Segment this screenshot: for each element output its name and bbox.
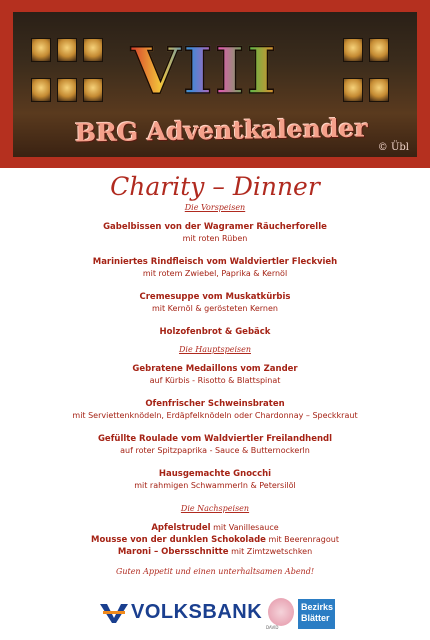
header-banner (0, 0, 430, 168)
dessert-description: mit Zimtzwetschken (231, 547, 313, 556)
dish-name: Holzofenbrot & Gebäck (159, 327, 271, 337)
dessert-name: Apfelstrudel (151, 523, 211, 533)
dish-name: Gebratene Medaillons vom Zander (132, 364, 298, 374)
dish-item (0, 256, 430, 280)
bezirksblaetter-logo (298, 599, 335, 629)
dessert-description: mit Beerenragout (268, 535, 339, 544)
dessert-item (0, 546, 430, 558)
bezirks-line1: Bezirks (301, 602, 334, 612)
dish-name: Mariniertes Rindfleisch vom Waldviertler Fleckvieh (92, 257, 338, 267)
dish-description: mit rotem Zwiebel, Paprika & Kernöl (142, 269, 288, 278)
window-light (31, 38, 51, 62)
volksbank-wordmark: VOLKSBANK (131, 601, 263, 623)
window-light (57, 78, 77, 102)
volksbank-logo-icon (100, 602, 128, 624)
copyright-label: © Übl (377, 142, 409, 153)
dessert-item (0, 534, 430, 546)
dessert-item (0, 522, 430, 534)
menu-title: Charity – Dinner (110, 172, 320, 201)
dish-name: Gefüllte Roulade vom Waldviertler Freilandhendl (97, 434, 333, 444)
window-light (83, 78, 103, 102)
advent-calendar-photo (13, 12, 417, 157)
dish-item (0, 398, 430, 422)
window-light (369, 78, 389, 102)
david-label: DAVID (266, 625, 279, 630)
dish-description: mit rahmigen Schwammerln & Petersilöl (134, 481, 296, 490)
window-light (57, 38, 77, 62)
dish-item (0, 291, 430, 315)
roman-numeral-graphic: VIII (131, 34, 279, 109)
menu-card (0, 172, 430, 576)
window-light (343, 78, 363, 102)
section-heading-mains: Die Hauptspeisen (179, 345, 251, 354)
dish-description: mit roten Rüben (182, 234, 248, 243)
section-heading-starters: Die Vorspeisen (184, 203, 246, 212)
dish-name: Ofenfrischer Schweinsbraten (145, 399, 285, 409)
dish-item (0, 433, 430, 457)
banner-title: BRG Adventkalender (74, 113, 368, 148)
sponsor-footer (0, 596, 430, 636)
dish-description: mit Serviettenknödeln, Erdäpfelknödeln oder Chardonnay – Speckkraut (72, 411, 358, 420)
dish-item (0, 468, 430, 492)
section-heading-desserts: Die Nachspeisen (180, 504, 250, 513)
dessert-name: Maroni – Obersschnitte (117, 547, 229, 557)
dessert-description: mit Vanillesauce (213, 523, 279, 532)
window-light (31, 78, 51, 102)
bezirks-line2: Blätter (301, 613, 330, 623)
david-logo-icon (268, 598, 294, 626)
dish-item (0, 363, 430, 387)
closing-message: Guten Appetit und einen unterhaltsamen Abend! (115, 567, 315, 576)
dessert-name: Mousse von der dunklen Schokolade (91, 535, 266, 545)
window-light (369, 38, 389, 62)
dish-description: auf roter Spitzpaprika - Sauce & Butternockerln (120, 446, 310, 455)
dish-item (0, 221, 430, 245)
window-light (83, 38, 103, 62)
dish-name: Cremesuppe vom Muskatkürbis (139, 292, 291, 302)
dish-name: Gabelbissen von der Wagramer Räucherforelle (103, 222, 327, 232)
dish-name: Hausgemachte Gnocchi (158, 469, 272, 479)
dish-item (0, 326, 430, 338)
dish-description: mit Kernöl & gerösteten Kernen (151, 304, 278, 313)
dish-description: auf Kürbis - Risotto & Blattspinat (149, 376, 281, 385)
window-light (343, 38, 363, 62)
